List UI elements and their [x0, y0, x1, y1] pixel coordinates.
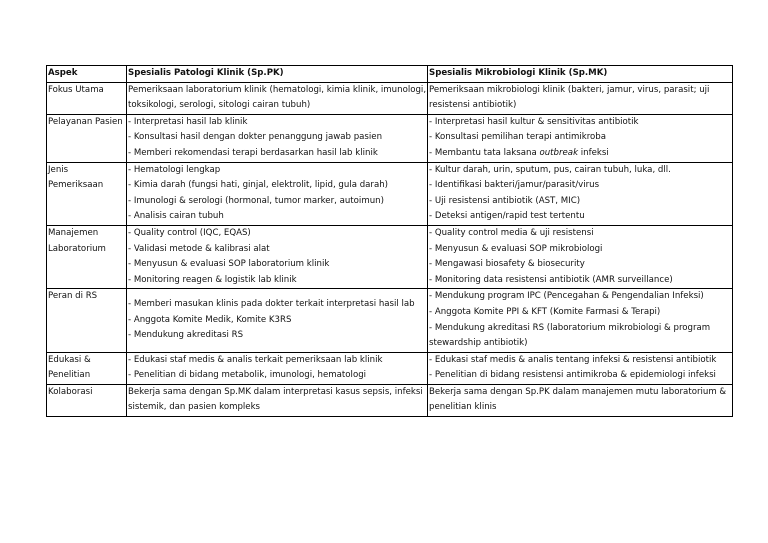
- list-item: - Monitoring data resistensi antibiotik (AMR surveillance): [429, 274, 673, 285]
- pk-cell: [127, 114, 428, 162]
- list-item: - Identifikasi bakteri/jamur/parasit/virus: [429, 180, 600, 191]
- list-item: - Anggota Komite PPI & KFT (Komite Farmasi & Terapi): [429, 306, 661, 317]
- table-row: [47, 82, 733, 114]
- comparison-table: [46, 65, 733, 417]
- list-item: - Monitoring reagen & logistik lab klinik: [128, 274, 297, 285]
- cell-text: Bekerja sama dengan Sp.MK dalam interpretasi kasus sepsis, infeksi sistemik, dan pasien kompleks: [128, 386, 423, 413]
- list-item: - Deteksi antigen/rapid test tertentu: [429, 211, 585, 222]
- mk-cell: [428, 384, 733, 416]
- mk-cell: [428, 352, 733, 384]
- pk-cell: [127, 352, 428, 384]
- list-item: - Analisis cairan tubuh: [128, 211, 224, 222]
- pk-cell: [127, 384, 428, 416]
- list-item: - Edukasi staf medis & analis tentang infeksi & resistensi antibiotik: [429, 354, 717, 365]
- list-item: - Memberi rekomendasi terapi berdasarkan hasil lab klinik: [128, 147, 378, 158]
- list-item: - Mendukung akreditasi RS: [128, 330, 244, 341]
- row-label: Jenis Pemeriksaan: [47, 162, 127, 225]
- row-label: Edukasi & Penelitian: [47, 352, 127, 384]
- list-item: - Menyusun & evaluasi SOP laboratorium klinik: [128, 259, 330, 270]
- pk-cell: [127, 225, 428, 288]
- cell-text: Bekerja sama dengan Sp.PK dalam manajemen mutu laboratorium & penelitian klinis: [429, 386, 727, 413]
- mk-cell: [428, 82, 733, 114]
- row-label: Manajemen Laboratorium: [47, 225, 127, 288]
- list-item: - Penelitian di bidang resistensi antimikroba & epidemiologi infeksi: [429, 370, 716, 381]
- list-item: - Kimia darah (fungsi hati, ginjal, elektrolit, lipid, gula darah): [128, 180, 389, 191]
- list-item-text: infeksi: [578, 147, 609, 158]
- row-label: Pelayanan Pasien: [47, 114, 127, 162]
- list-item: - Konsultasi hasil dengan dokter penanggung jawab pasien: [128, 132, 383, 143]
- list-item: - Quality control media & uji resistensi: [429, 227, 594, 238]
- row-label: Peran di RS: [47, 289, 127, 352]
- mk-cell: [428, 114, 733, 162]
- list-item: - Mengawasi biosafety & biosecurity: [429, 259, 585, 270]
- table-row: [47, 384, 733, 416]
- list-item: - Mendukung program IPC (Pencegahan & Pengendalian Infeksi): [429, 291, 704, 302]
- list-item-text: - Membantu tata laksana: [429, 147, 540, 158]
- list-item: - Anggota Komite Medik, Komite K3RS: [128, 314, 292, 325]
- list-item: - Validasi metode & kalibrasi alat: [128, 243, 270, 254]
- list-item: - Imunologi & serologi (hormonal, tumor marker, autoimun): [128, 195, 384, 206]
- cell-text: Pemeriksaan laboratorium klinik (hematologi, kimia klinik, imunologi, toksikologi, serologi, sitologi cairan tubuh): [128, 84, 427, 111]
- list-item: - Penelitian di bidang metabolik, imunologi, hematologi: [128, 370, 367, 381]
- mk-cell: [428, 225, 733, 288]
- mk-cell: [428, 162, 733, 225]
- cell-text: Pemeriksaan mikrobiologi klinik (bakteri, jamur, virus, parasit; uji resistensi antibiotik): [429, 84, 710, 111]
- row-label: Fokus Utama: [47, 82, 127, 114]
- list-item: - Menyusun & evaluasi SOP mikrobiologi: [429, 243, 603, 254]
- list-item: - Hematologi lengkap: [128, 164, 221, 175]
- list-item-emphasis: outbreak: [539, 147, 579, 158]
- header-aspek: Aspek: [47, 66, 127, 83]
- table-row: [47, 352, 733, 384]
- header-sp-pk: Spesialis Patologi Klinik (Sp.PK): [127, 66, 428, 83]
- list-item: - Edukasi staf medis & analis terkait pemeriksaan lab klinik: [128, 354, 383, 365]
- row-label: Kolaborasi: [47, 384, 127, 416]
- list-item: - Kultur darah, urin, sputum, pus, cairan tubuh, luka, dll.: [429, 164, 671, 175]
- table-row: [47, 162, 733, 225]
- list-item: - Uji resistensi antibiotik (AST, MIC): [429, 195, 581, 206]
- list-item: - Konsultasi pemilihan terapi antimikroba: [429, 132, 607, 143]
- list-item: - Quality control (IQC, EQAS): [128, 227, 251, 238]
- table-header-row: [47, 66, 733, 83]
- table-row: [47, 114, 733, 162]
- table-row: [47, 289, 733, 352]
- list-item: - Interpretasi hasil lab klinik: [128, 116, 248, 127]
- header-sp-mk: Spesialis Mikrobiologi Klinik (Sp.MK): [428, 66, 733, 83]
- pk-cell: [127, 82, 428, 114]
- mk-cell: [428, 289, 733, 352]
- list-item: [429, 146, 732, 162]
- pk-cell: [127, 162, 428, 225]
- table-row: [47, 225, 733, 288]
- list-item: - Interpretasi hasil kultur & sensitivitas antibiotik: [429, 116, 639, 127]
- list-item: - Mendukung akreditasi RS (laboratorium mikrobiologi & program stewardship antibiotik): [429, 322, 711, 349]
- list-item: - Memberi masukan klinis pada dokter terkait interpretasi hasil lab: [128, 299, 415, 310]
- pk-cell: [127, 289, 428, 352]
